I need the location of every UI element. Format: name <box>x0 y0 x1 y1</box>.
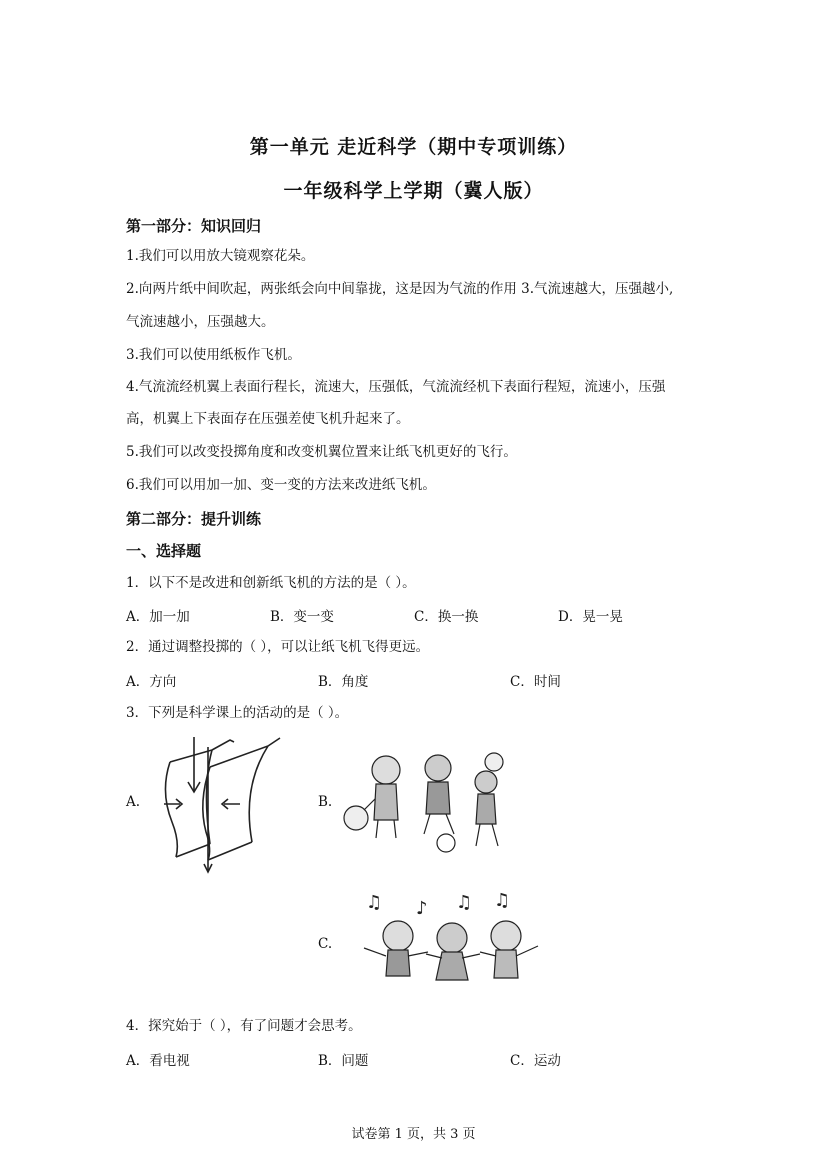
q1-option-a[interactable]: A．加一加 <box>126 609 190 625</box>
title-line-2: 一年级科学上学期（冀人版） <box>283 180 544 202</box>
svg-text:♪: ♪ <box>416 898 428 919</box>
q3-option-c-label[interactable]: C. <box>318 936 333 952</box>
q4-option-c[interactable]: C．运动 <box>510 1053 561 1069</box>
kids-singing-illustration <box>356 886 546 994</box>
q2-option-a[interactable]: A．方向 <box>126 674 177 690</box>
knowledge-item-3: 3.我们可以使用纸板作飞机。 <box>126 347 301 363</box>
question-2: 2．通过调整投掷的（ ），可以让纸飞机飞得更远。 <box>126 639 430 655</box>
q2-option-c[interactable]: C．时间 <box>510 674 561 690</box>
question-3: 3．下列是科学课上的活动的是（ ）。 <box>126 705 349 721</box>
q2-option-b[interactable]: B．角度 <box>318 674 369 690</box>
q1-option-b[interactable]: B．变一变 <box>270 609 334 625</box>
part1-heading: 第一部分：知识回归 <box>126 217 262 235</box>
page-footer: 试卷第 1 页，共 3 页 <box>351 1127 476 1142</box>
paper-blowing-illustration <box>150 732 285 874</box>
knowledge-item-5: 5.我们可以改变投掷角度和改变机翼位置来让纸飞机更好的飞行。 <box>126 444 517 460</box>
knowledge-item-4-cont: 高，机翼上下表面存在压强差使飞机升起来了。 <box>126 411 410 427</box>
q4-option-a[interactable]: A．看电视 <box>126 1053 190 1069</box>
svg-text:♫: ♫ <box>494 890 511 911</box>
part2-heading: 第二部分：提升训练 <box>126 510 262 528</box>
knowledge-item-2: 2.向两片纸中间吹起，两张纸会向中间靠拢，这是因为气流的作用 3.气流速越大，压强越小, <box>126 281 674 297</box>
svg-text:♫: ♫ <box>366 892 383 913</box>
q1-option-c[interactable]: C．换一换 <box>414 609 479 625</box>
q3-option-b-label[interactable]: B. <box>318 794 333 810</box>
q4-option-b[interactable]: B．问题 <box>318 1053 369 1069</box>
knowledge-item-1: 1.我们可以用放大镜观察花朵。 <box>126 248 315 264</box>
svg-text:♫: ♫ <box>456 892 473 913</box>
knowledge-item-4: 4.气流流经机翼上表面行程长，流速大，压强低，气流流经机下表面行程短，流速小，压强 <box>126 379 666 395</box>
section-heading: 一、选择题 <box>126 542 202 560</box>
q3-option-a-label[interactable]: A. <box>126 794 141 810</box>
question-4: 4．探究始于（ ），有了问题才会思考。 <box>126 1018 362 1034</box>
kids-sports-illustration <box>338 748 516 858</box>
q1-option-d[interactable]: D．晃一晃 <box>558 609 623 625</box>
title-line-1: 第一单元 走近科学（期中专项训练） <box>249 136 578 158</box>
knowledge-item-2-cont: 气流速越小，压强越大。 <box>126 314 275 330</box>
knowledge-item-6: 6.我们可以用加一加、变一变的方法来改进纸飞机。 <box>126 477 436 493</box>
question-1: 1．以下不是改进和创新纸飞机的方法的是（ ）。 <box>126 575 416 591</box>
